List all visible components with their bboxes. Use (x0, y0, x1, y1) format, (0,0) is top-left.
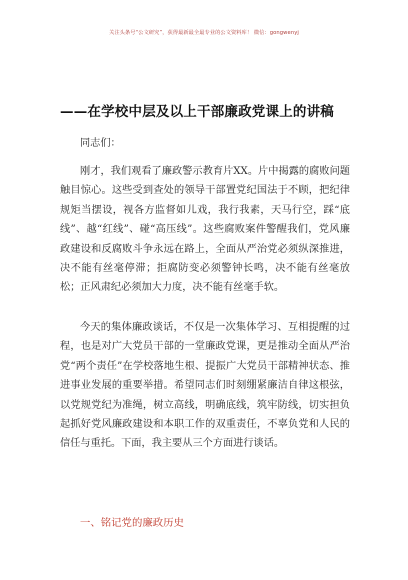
greeting: 同志们： (80, 138, 121, 149)
header-note: 关注头条号“公文研究”，获得最新最全最专业的公文资料库！ 微信：gongwenyj (109, 30, 299, 36)
section-heading: 一、铭记党的廉政历史 (80, 517, 184, 529)
document-title: ——在学校中层及以上干部廉政党课上的讲稿 (60, 104, 334, 120)
paragraph-1: 刚才，我们观看了廉政警示教育片XX。片中揭露的腐败问题触目惊心。这些受到查处的领导干部置党纪国法于不顾，把纪律规矩当摆设，视各方监督如儿戏，我行我素，天马行空，踩“底线”、越“红线”、碰“高压线”。这些腐败案件警醒我们，党风廉政建设和反腐败斗争永远在路上，全面从严治党必须纵深推进，决不能有丝毫停滞；拒腐防变必须警钟长鸣，决不能有丝毫放松；正风肃纪必须加大力度，决不能有丝毫手软。 (60, 166, 350, 294)
paragraph-2: 今天的集体廉政谈话，不仅是一次集体学习、互相提醒的过程，也是对广大党员干部的一堂廉政党课，更是推动全面从严治党“两个责任”在学校落地生根、提振广大党员干部精神状态、推进事业发展的重要举措。希望同志们时刻绷紧廉洁自律这根弦，以党规党纪为准绳，树立高线，明确底线，筑牢防线，切实担负起抓好党风廉政建设和本职工作的双重责任，不辜负党和人民的信任与重托。下面，我主要从三个方面进行谈话。 (60, 322, 350, 450)
